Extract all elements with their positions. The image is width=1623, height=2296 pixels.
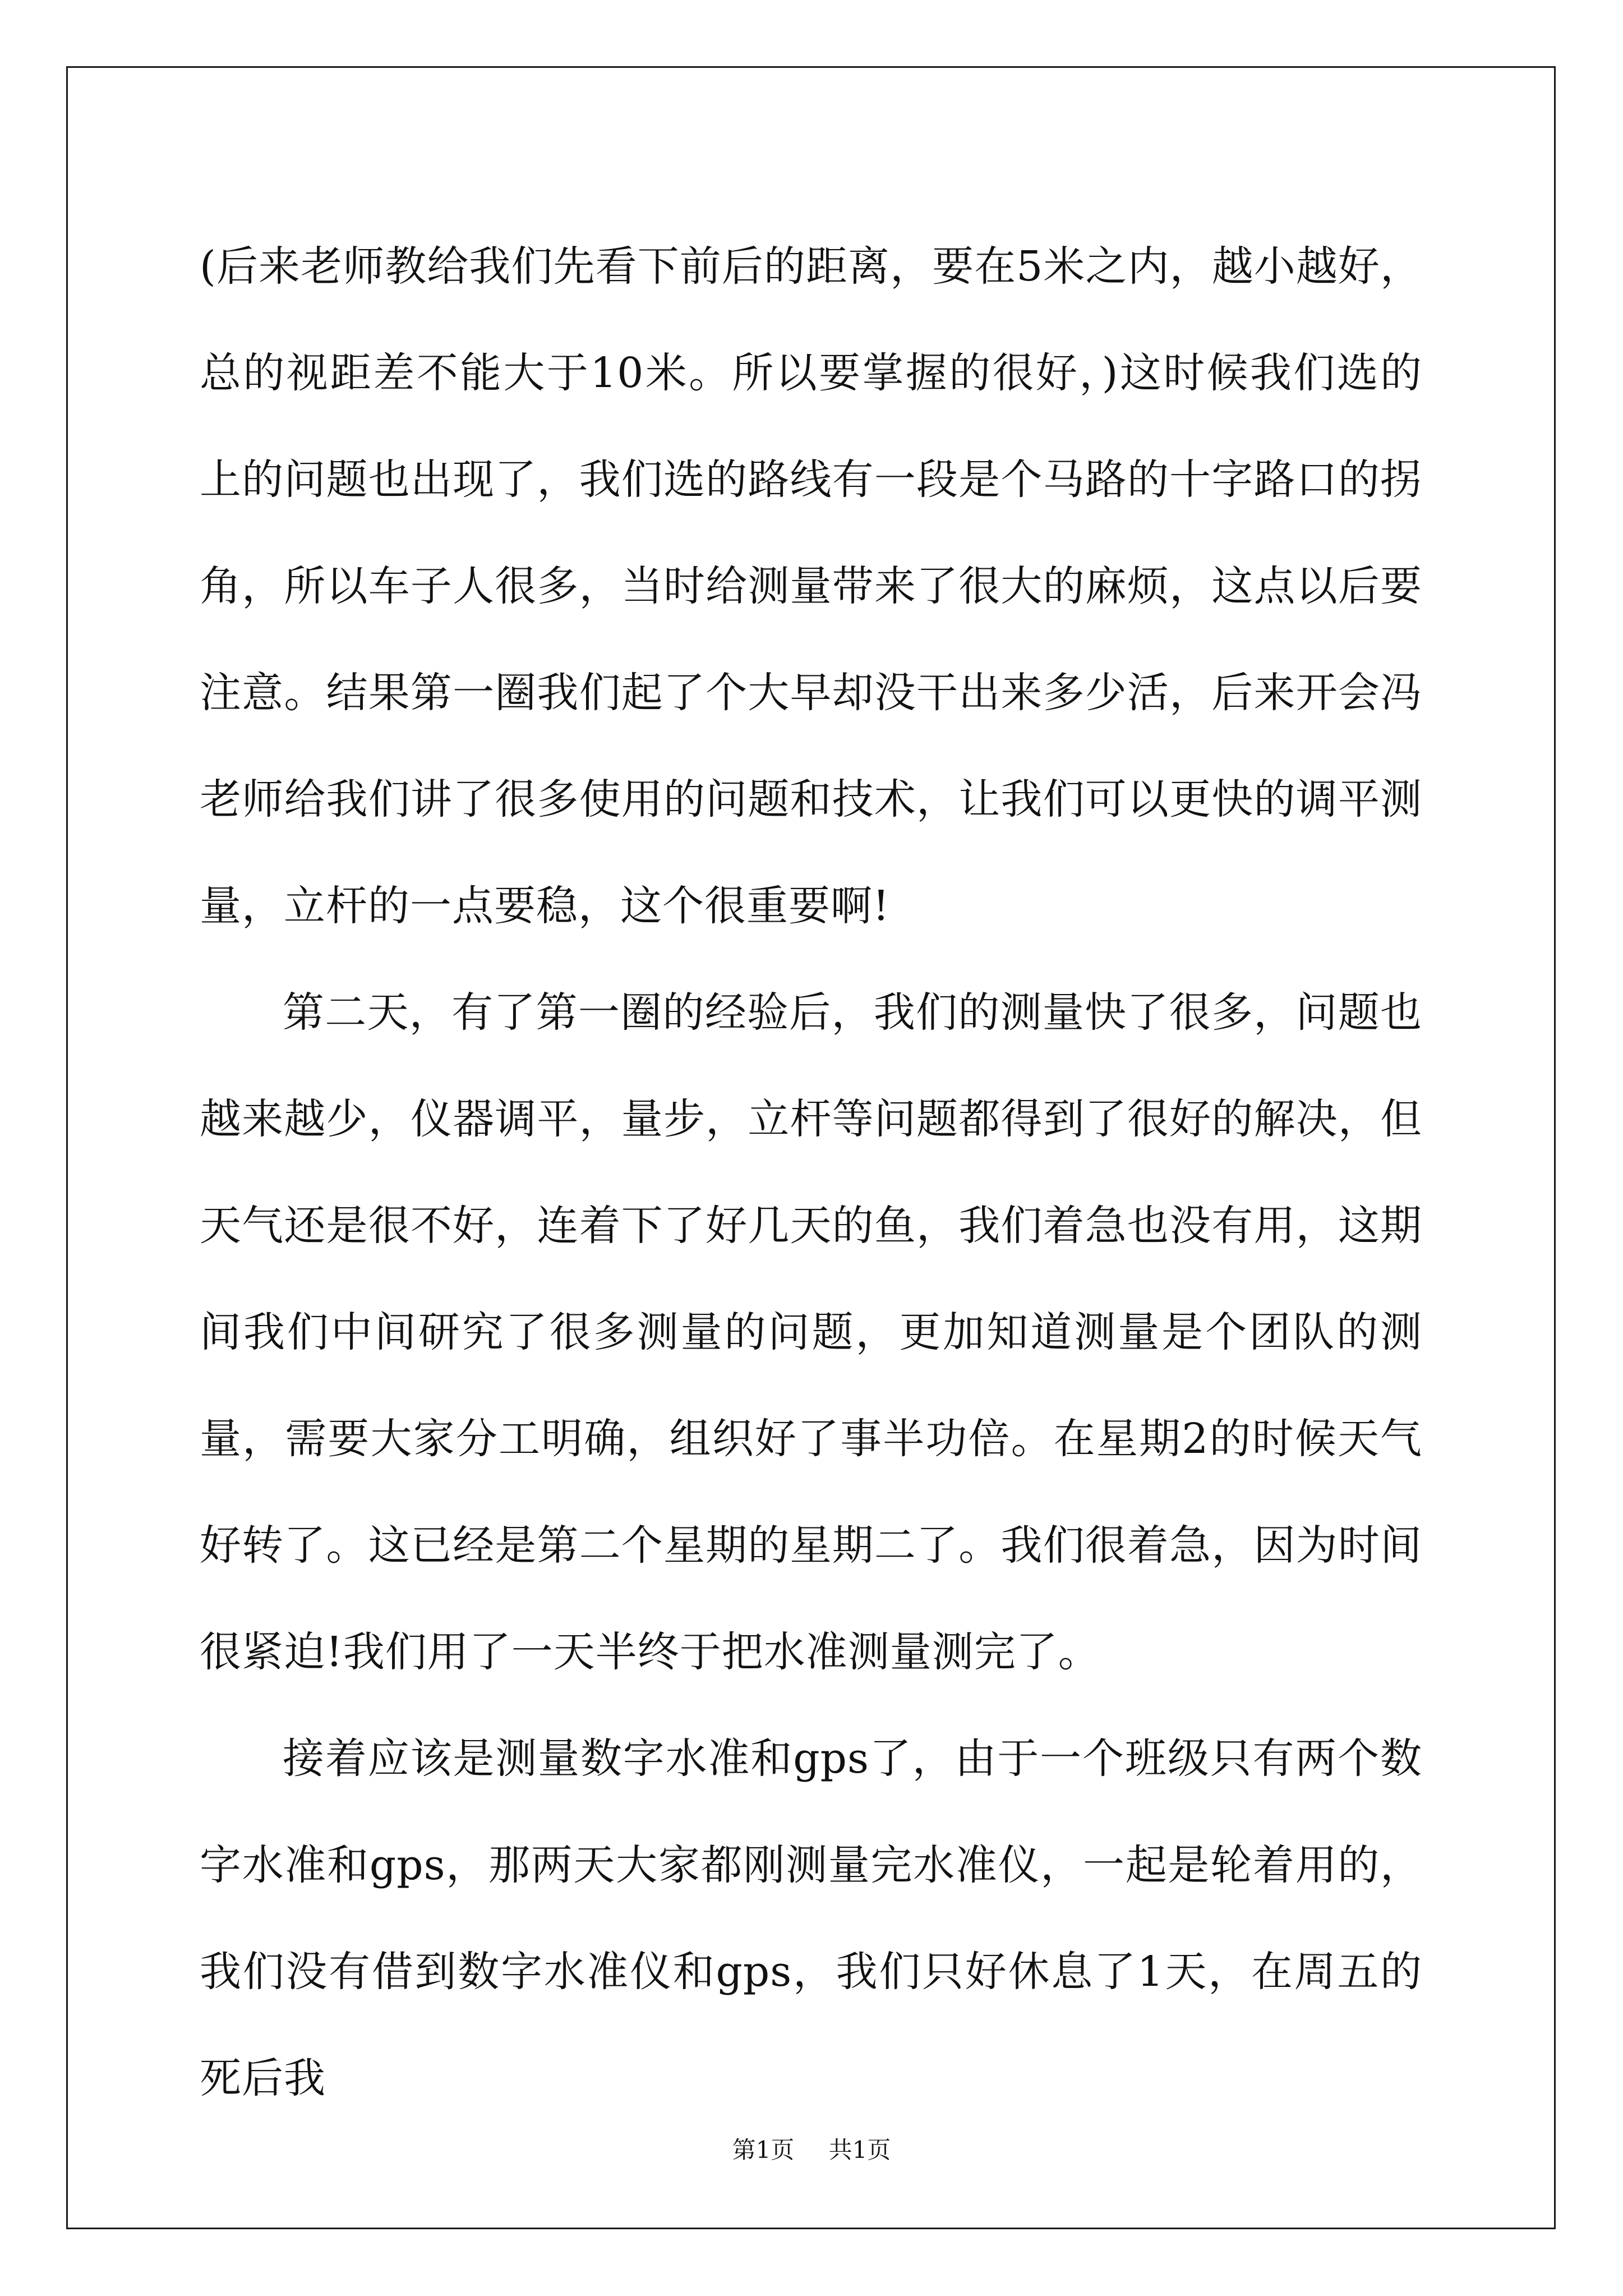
document-body (200, 213, 1422, 2132)
paragraph-1: (后来老师教给我们先看下前后的距离，要在5米之内，越小越好，总的视距差不能大于10米。所以要掌握的很好，)这时候我们选的上的问题也出现了，我们选的路线有一段是个马路的十字路口的拐角，所以车子人很多，当时给测量带来了很大的麻烦，这点以后要注意。结果第一圈我们起了个大早却没干出来多少活，后来开会冯老师给我们讲了很多使用的问题和技术，让我们可以更快的调平测量，立杆的一点要稳，这个很重要啊! (200, 242, 1422, 930)
page-number: 第1页 (732, 2136, 795, 2164)
page-total: 共1页 (828, 2136, 891, 2164)
paragraph-3: 接着应该是测量数字水准和gps了，由于一个班级只有两个数字水准和gps，那两天大家都刚测量完水准仪，一起是轮着用的，我们没有借到数字水准仪和gps，我们只好休息了1天，在周五的死后我 (200, 1734, 1422, 2102)
paragraph-2: 第二天，有了第一圈的经验后，我们的测量快了很多，问题也越来越少，仪器调平，量步，立杆等问题都得到了很好的解决，但天气还是很不好，连着下了好几天的鱼，我们着急也没有用，这期间我们中间研究了很多测量的问题，更加知道测量是个团队的测量，需要大家分工明确，组织好了事半功倍。在星期2的时候天气好转了。这已经是第二个星期的星期二了。我们很着急，因为时间很紧迫!我们用了一天半终于把水准测量测完了。 (200, 988, 1422, 1676)
page-footer (0, 2132, 1623, 2165)
